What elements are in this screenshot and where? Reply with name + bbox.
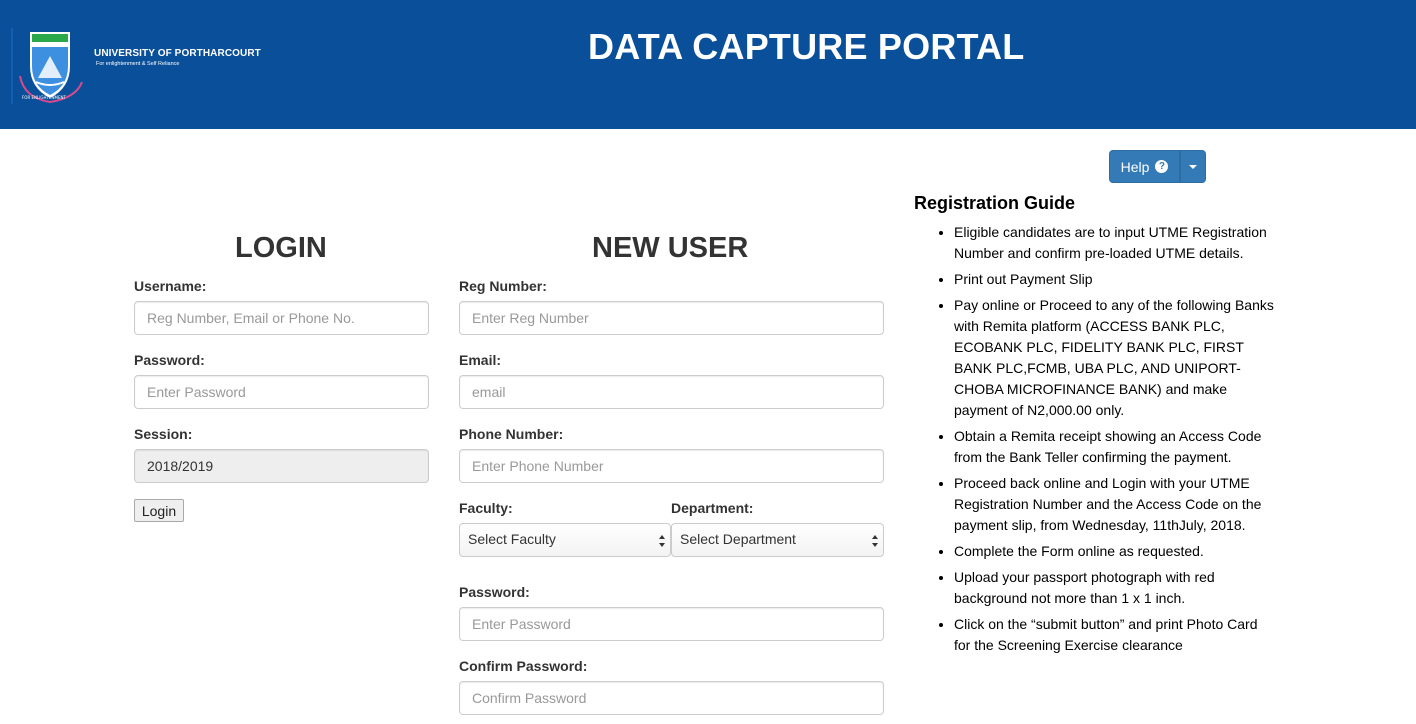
caret-down-icon — [1189, 165, 1197, 169]
confirm-password-input[interactable] — [459, 681, 884, 715]
guide-item: • Print out Payment Slip — [954, 269, 1274, 290]
guide-item: • Eligible candidates are to input UTME Registration Number and confirm pre-loaded UTME details. — [954, 222, 1274, 264]
registration-guide-list — [914, 222, 1274, 661]
help-dropdown-toggle[interactable] — [1180, 150, 1206, 183]
email-label: Email: — [459, 352, 502, 368]
help-button[interactable] — [1109, 150, 1180, 183]
guide-item: • Proceed back online and Login with your UTME Registration Number and the Access Code on the payment slip, from Wednesday, 11thJuly, 2018. — [954, 473, 1274, 536]
department-select[interactable] — [671, 523, 884, 557]
department-selected-value: Select Department — [680, 531, 796, 547]
university-name: UNIVERSITY OF PORTHARCOURT — [94, 48, 261, 59]
portal-title: DATA CAPTURE PORTAL — [588, 26, 1025, 67]
login-title: LOGIN — [235, 232, 327, 264]
faculty-label: Faculty: — [459, 500, 513, 516]
username-input[interactable] — [134, 301, 429, 335]
select-arrows-icon — [658, 533, 666, 549]
session-label: Session: — [134, 426, 193, 442]
username-label: Username: — [134, 278, 207, 294]
registration-guide-title: Registration Guide — [914, 193, 1076, 213]
guide-item: • Complete the Form online as requested. — [954, 541, 1274, 562]
department-label: Department: — [671, 500, 754, 516]
faculty-select[interactable] — [459, 523, 671, 557]
help-button-group — [1109, 150, 1206, 183]
guide-item: • Click on the “submit button” and print Photo Card for the Screening Exercise clearance — [954, 614, 1274, 656]
guide-item: • Upload your passport photograph with red background not more than 1 x 1 inch. — [954, 567, 1274, 609]
login-password-label: Password: — [134, 352, 205, 368]
university-motto: For enlightenment & Self Reliance — [96, 61, 180, 67]
reg-number-label: Reg Number: — [459, 278, 547, 294]
select-arrows-icon — [871, 533, 879, 549]
new-user-title: NEW USER — [592, 232, 749, 264]
email-input[interactable] — [459, 375, 884, 409]
phone-number-label: Phone Number: — [459, 426, 564, 442]
new-password-label: Password: — [459, 584, 530, 600]
header-banner — [0, 0, 1416, 129]
login-button[interactable]: Login — [134, 499, 184, 522]
question-circle-icon: ? — [1155, 160, 1168, 173]
svg-text:FOR ENLIGHTENMENT: FOR ENLIGHTENMENT — [22, 95, 66, 100]
guide-item: • Pay online or Proceed to any of the following Banks with Remita platform (ACCESS BANK PLC, ECOBANK PLC, FIDELITY BANK PLC, FIRST BANK PLC,FCMB, UBA PLC, AND UNIPORT-CHOBA MICROFINANCE BANK) and make payment of N2,000.00 only. — [954, 295, 1274, 421]
faculty-selected-value: Select Faculty — [468, 531, 556, 547]
new-password-input[interactable] — [459, 607, 884, 641]
login-password-input[interactable] — [134, 375, 429, 409]
session-field — [134, 449, 429, 483]
guide-item: • Obtain a Remita receipt showing an Access Code from the Bank Teller confirming the payment. — [954, 426, 1274, 468]
reg-number-input[interactable] — [459, 301, 884, 335]
university-logo[interactable] — [10, 26, 261, 106]
help-label: Help — [1120, 158, 1150, 175]
crest-icon — [10, 26, 90, 106]
confirm-password-label: Confirm Password: — [459, 658, 588, 674]
phone-number-input[interactable] — [459, 449, 884, 483]
